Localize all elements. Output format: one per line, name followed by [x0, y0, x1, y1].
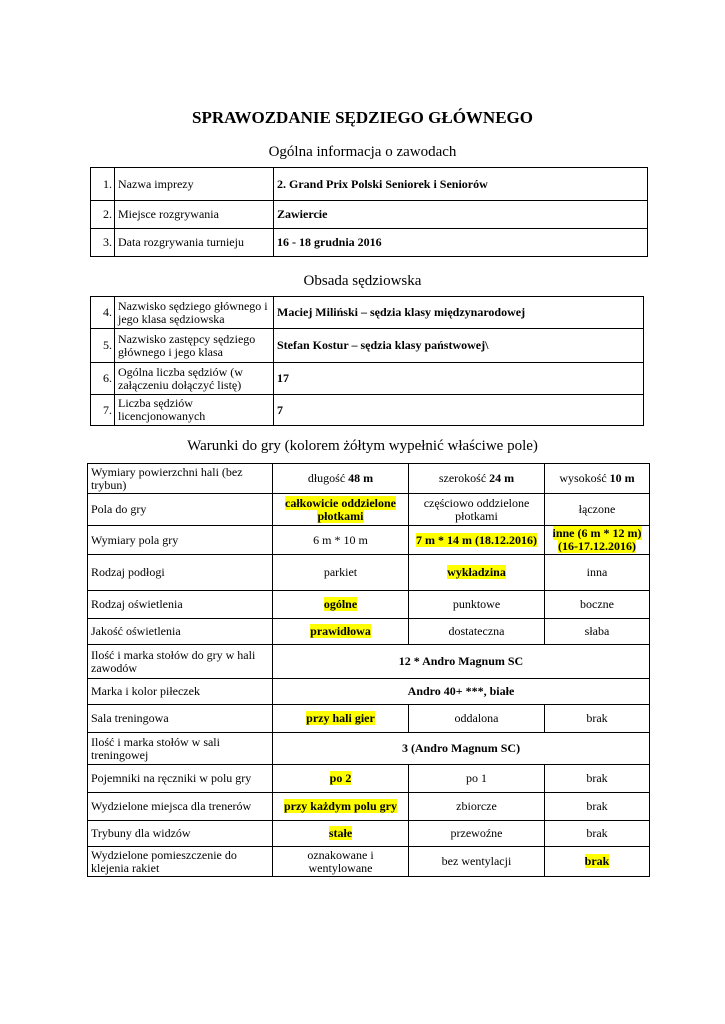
hall-height-value: 10 m: [609, 471, 635, 485]
option-text: przewoźne: [450, 826, 503, 840]
option-cell: [409, 821, 545, 847]
row-label: Rodzaj oświetlenia: [88, 591, 273, 619]
option-cell: [545, 526, 650, 555]
option-text: częściowo oddzielone płotkami: [423, 495, 530, 523]
row-label: Wymiary powierzchni hali (bez trybun): [88, 464, 273, 494]
table-row: [91, 229, 648, 257]
hall-width-cell: [409, 464, 545, 494]
option-cell: [545, 619, 650, 645]
table-row: [88, 765, 650, 793]
section-conditions-heading: Warunki do gry (kolorem żółtym wypełnić właściwe pole): [187, 438, 538, 454]
row-label: Pola do gry: [88, 494, 273, 526]
table-row: [91, 168, 648, 201]
hall-length-cell: [273, 464, 409, 494]
row-label: Trybuny dla widzów: [88, 821, 273, 847]
option-cell: [409, 705, 545, 733]
option-cell: [273, 555, 409, 591]
option-text: dostateczna: [448, 624, 505, 638]
row-number: 4.: [91, 297, 115, 329]
hall-height-cell: [545, 464, 650, 494]
row-label: Ogólna liczba sędziów (w załączeniu dołączyć listę): [115, 363, 274, 395]
option-text: brak: [586, 826, 608, 840]
table-row: [88, 526, 650, 555]
section-referees-heading: Obsada sędziowska: [303, 273, 422, 289]
selected-option: brak: [584, 854, 610, 868]
row-value: Stefan Kostur – sędzia klasy państwowej\: [274, 329, 644, 363]
referees-table: [90, 296, 644, 426]
table-row: [88, 645, 650, 679]
selected-option: przy każdym polu gry: [283, 799, 397, 813]
selected-option: wykładzina: [447, 565, 506, 579]
row-value: Zawiercie: [274, 201, 648, 229]
option-cell: [273, 821, 409, 847]
row-value: 7: [274, 395, 644, 426]
table-row: [88, 821, 650, 847]
row-label: Nazwisko sędziego głównego i jego klasa sędziowska: [115, 297, 274, 329]
row-label: Liczba sędziów licencjonowanych: [115, 395, 274, 426]
table-row: [91, 363, 644, 395]
option-cell: [409, 847, 545, 877]
merged-value: 12 * Andro Magnum SC: [273, 645, 650, 679]
option-cell: [273, 765, 409, 793]
option-text: brak: [586, 771, 608, 785]
selected-option: ogólne: [323, 597, 358, 611]
table-row: [88, 679, 650, 705]
option-text: słaba: [584, 624, 610, 638]
row-number: 2.: [91, 201, 115, 229]
option-cell: [545, 793, 650, 821]
option-cell: [273, 847, 409, 877]
option-text: boczne: [580, 597, 614, 611]
hall-length-label: długość: [307, 471, 349, 485]
option-cell: [273, 591, 409, 619]
option-cell: [545, 765, 650, 793]
row-value: 17: [274, 363, 644, 395]
selected-option: inne (6 m * 12 m) (16-17.12.2016): [552, 526, 642, 553]
table-row: [88, 591, 650, 619]
row-number: 5.: [91, 329, 115, 363]
merged-value: Andro 40+ ***, białe: [273, 679, 650, 705]
table-row: [91, 395, 644, 426]
option-cell: [545, 847, 650, 877]
option-cell: [273, 494, 409, 526]
selected-option: stałe: [328, 826, 353, 840]
option-cell: [545, 494, 650, 526]
option-text: łączone: [578, 502, 616, 516]
row-number: 1.: [91, 168, 115, 201]
row-label: Ilość i marka stołów do gry w hali zawodów: [88, 645, 273, 679]
row-label: Marka i kolor piłeczek: [88, 679, 273, 705]
selected-option: przy hali gier: [306, 711, 375, 725]
row-label: Pojemniki na ręczniki w polu gry: [88, 765, 273, 793]
row-label: Nazwisko zastępcy sędziego głównego i jego klasa: [115, 329, 274, 363]
option-text: oddalona: [454, 711, 499, 725]
table-row: [88, 555, 650, 591]
table-row: [88, 847, 650, 877]
option-cell: [545, 555, 650, 591]
option-cell: [545, 705, 650, 733]
table-row: [91, 297, 644, 329]
option-cell: [273, 705, 409, 733]
option-cell: [545, 821, 650, 847]
option-cell: [409, 555, 545, 591]
table-row: [88, 494, 650, 526]
hall-height-label: wysokość: [559, 471, 610, 485]
option-cell: [273, 619, 409, 645]
row-value: 2. Grand Prix Polski Seniorek i Seniorów: [274, 168, 648, 201]
table-row: [88, 464, 650, 494]
option-text: punktowe: [452, 597, 501, 611]
option-text: 6 m * 10 m: [313, 532, 368, 547]
option-text: brak: [586, 799, 608, 813]
option-text: bez wentylacji: [441, 854, 512, 868]
option-text: oznakowane i wentylowane: [307, 847, 374, 875]
option-text: brak: [586, 711, 608, 725]
row-number: 6.: [91, 363, 115, 395]
selected-option: po 2: [329, 771, 352, 785]
row-label: Wydzielone pomieszczenie do klejenia rakiet: [88, 847, 273, 877]
row-label: Data rozgrywania turnieju: [115, 229, 274, 257]
selected-option: całkowicie oddzielone płotkami: [285, 495, 396, 523]
row-label: Miejsce rozgrywania: [115, 201, 274, 229]
table-row: [88, 619, 650, 645]
option-cell: [273, 526, 409, 555]
option-cell: [409, 591, 545, 619]
option-cell: [273, 793, 409, 821]
section-general-heading: Ogólna informacja o zawodach: [268, 144, 457, 160]
row-label: Wymiary pola gry: [88, 526, 273, 555]
row-label: Sala treningowa: [88, 705, 273, 733]
row-value: Maciej Miliński – sędzia klasy międzynarodowej: [274, 297, 644, 329]
option-text: inna: [586, 565, 608, 579]
option-cell: [545, 591, 650, 619]
option-text: zbiorcze: [456, 799, 497, 813]
row-label: Wydzielone miejsca dla trenerów: [88, 793, 273, 821]
hall-length-value: 48 m: [348, 471, 374, 485]
merged-value: 3 (Andro Magnum SC): [273, 733, 650, 765]
row-number: 3.: [91, 229, 115, 257]
row-label: Nazwa imprezy: [115, 168, 274, 201]
page-title: SPRAWOZDANIE SĘDZIEGO GŁÓWNEGO: [191, 108, 533, 127]
table-row: [91, 201, 648, 229]
option-cell: [409, 793, 545, 821]
row-number: 7.: [91, 395, 115, 426]
table-row: [88, 793, 650, 821]
option-cell: [409, 526, 545, 555]
hall-width-label: szerokość: [438, 471, 490, 485]
selected-option: prawidłowa: [310, 624, 371, 638]
conditions-table: [87, 463, 650, 877]
table-row: [88, 705, 650, 733]
selected-option: 7 m * 14 m (18.12.2016): [416, 532, 537, 547]
hall-width-value: 24 m: [489, 471, 515, 485]
option-cell: [409, 765, 545, 793]
option-text: po 1: [466, 771, 487, 785]
general-info-table: [90, 167, 648, 257]
option-cell: [409, 619, 545, 645]
row-label: Jakość oświetlenia: [88, 619, 273, 645]
table-row: [91, 329, 644, 363]
row-label: Rodzaj podłogi: [88, 555, 273, 591]
option-text: parkiet: [323, 565, 358, 579]
table-row: [88, 733, 650, 765]
row-label: Ilość i marka stołów w sali treningowej: [88, 733, 273, 765]
row-value: 16 - 18 grudnia 2016: [274, 229, 648, 257]
option-cell: [409, 494, 545, 526]
